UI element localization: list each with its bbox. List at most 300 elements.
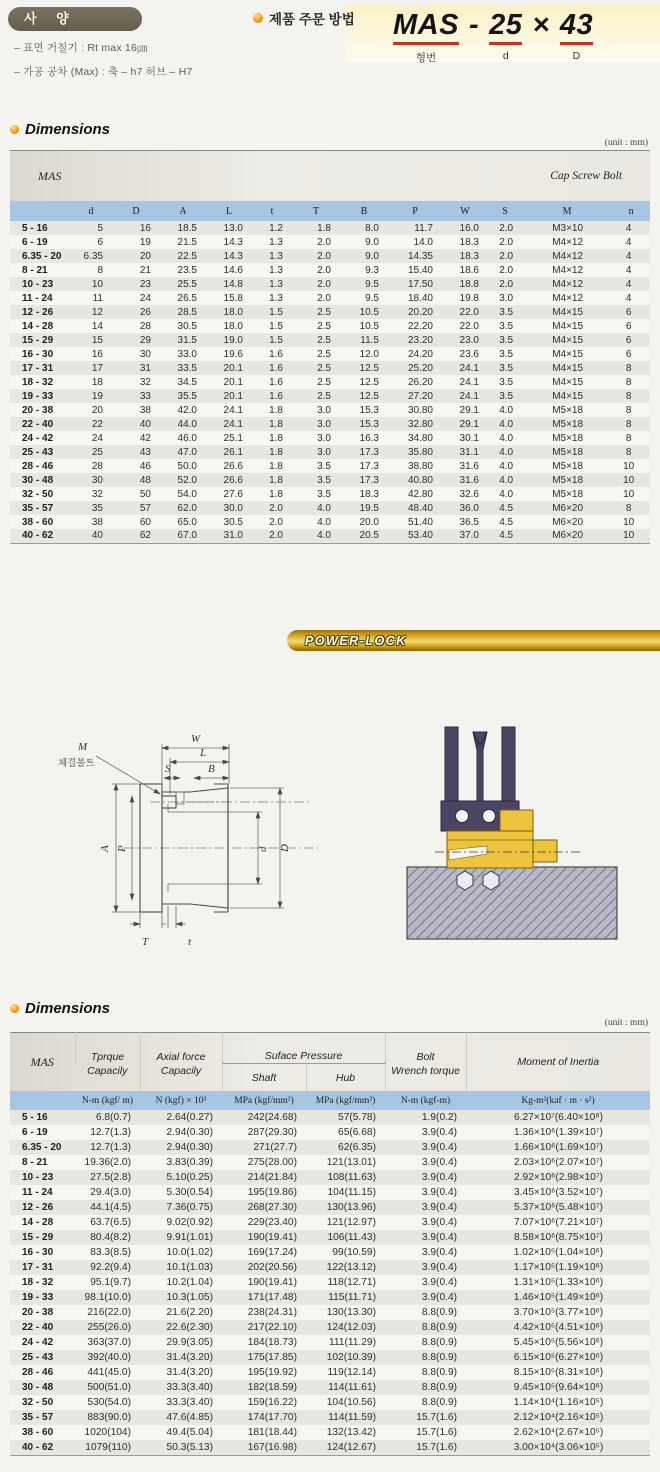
power-lock-banner: [287, 630, 660, 651]
cell: 23.6: [459, 348, 479, 360]
formula-d-text: 25: [489, 9, 523, 41]
cell: 5.37×10⁶(5.48×10⁷): [514, 1202, 603, 1213]
cell: 1.5: [269, 334, 283, 346]
cell: 19.5: [359, 502, 379, 514]
cell: 3.5: [499, 348, 514, 360]
table-row: [10, 1215, 650, 1230]
cell: 3.5: [499, 320, 514, 332]
row-label: 19 - 33: [22, 390, 54, 402]
col-M: M: [562, 205, 572, 217]
cell: 8.8(0.9): [421, 1397, 457, 1408]
cross-section-drawing: [18, 700, 363, 965]
cell: 114(11.59): [328, 1412, 376, 1423]
row-label: 22 - 40: [22, 418, 54, 430]
table-row: [10, 347, 650, 361]
cell: 18.6: [459, 264, 479, 276]
dim-tsmall-label: t: [188, 936, 192, 948]
table-row: [10, 1380, 650, 1395]
cell: 3.9(0.4): [421, 1232, 457, 1243]
cell: 36.0: [459, 502, 479, 514]
cell: 8: [625, 446, 632, 458]
cell: 2.92×10⁶(2.98×10⁷): [514, 1172, 603, 1183]
cell: 2.0: [499, 264, 514, 276]
table-row: [10, 389, 650, 403]
cell: 3.5: [499, 334, 514, 346]
cell: 392(40.0): [87, 1352, 131, 1363]
bullet-icon: [253, 13, 263, 23]
cell: 8.8(0.9): [421, 1367, 457, 1378]
cell: 182(18.59): [247, 1382, 297, 1393]
cell: 2.0: [317, 250, 331, 262]
cell: 24.1: [223, 404, 243, 416]
row-label: 11 - 24: [22, 292, 53, 304]
cell: 1.8: [269, 488, 283, 500]
col-d: d: [88, 205, 94, 217]
cell: 42.0: [177, 404, 197, 416]
cell: 28.5: [177, 306, 197, 318]
cell: 16.3: [359, 432, 379, 444]
cell: 1.5: [269, 306, 283, 318]
col-D: D: [132, 205, 140, 217]
cell: 3.0: [317, 404, 331, 416]
cell: M4×15: [552, 390, 584, 402]
cell: 14.3: [223, 250, 243, 262]
cell: 195(19.86): [247, 1187, 297, 1198]
row-label: 25 - 43: [22, 446, 54, 458]
row-label: 14 - 28: [22, 1217, 54, 1228]
hub-subheader: Hub: [306, 1064, 385, 1092]
cell: 48.40: [407, 502, 433, 514]
cell: 3.9(0.4): [421, 1187, 457, 1198]
cell: 43: [139, 446, 151, 458]
cell: 4.0: [499, 474, 514, 486]
cell: 57(5.78): [338, 1112, 376, 1123]
dim-l-label: L: [200, 747, 207, 759]
cell: 32.80: [407, 418, 433, 430]
cell: 40.80: [407, 474, 433, 486]
order-method-label: 제품 주문 방법: [269, 12, 355, 27]
cell: 184(18.73): [247, 1337, 297, 1348]
unit-axial: N (kgf) × 10³: [155, 1095, 207, 1106]
cell: 22.20: [407, 320, 433, 332]
cell: 2.0: [499, 236, 514, 248]
row-label: 35 - 57: [22, 1412, 54, 1423]
table-row: [10, 1140, 650, 1155]
table1-mas-header: MAS: [38, 168, 62, 183]
cell: 47.6(4.85): [166, 1412, 213, 1423]
cell: 9.45×10⁵(9.64×10⁶): [513, 1382, 604, 1393]
cell: 3.5: [317, 474, 331, 486]
cell: 42: [139, 432, 151, 444]
cell: 47.0: [177, 446, 197, 458]
cell: 1.02×10⁵(1.04×10⁶): [513, 1247, 604, 1258]
cell: M4×15: [552, 320, 584, 332]
cell: 67.0: [177, 530, 197, 542]
cell: 1.8: [317, 222, 331, 234]
cell: 16: [139, 222, 151, 234]
cell: 12.0: [359, 348, 379, 360]
cell: 2.94(0.30): [166, 1142, 213, 1153]
cell: M6×20: [552, 516, 584, 528]
cell: 15.8: [223, 292, 243, 304]
cell: 10: [623, 488, 635, 500]
cell: 37.0: [459, 530, 479, 542]
row-label: 32 - 50: [22, 1397, 54, 1408]
cell: 3.9(0.4): [421, 1262, 457, 1273]
cell: 4: [625, 236, 632, 248]
row-label: 6 - 19: [22, 1127, 48, 1138]
cell: 30.80: [407, 404, 433, 416]
unit-inertia: Kg-m²(kaf · m · s²): [521, 1095, 595, 1106]
cell: 11.7: [414, 222, 433, 234]
row-label: 38 - 60: [22, 516, 54, 528]
cell: 38: [139, 404, 151, 416]
cell: 15.7(1.6): [416, 1441, 457, 1453]
cell: M4×12: [552, 292, 584, 304]
row-label: 6.35 - 20: [22, 1142, 62, 1153]
cell: 130(13.30): [326, 1307, 376, 1318]
cell: 40: [139, 418, 151, 430]
table-row: [10, 221, 650, 235]
table-row: [10, 1260, 650, 1275]
cell: 104(11.15): [327, 1187, 376, 1198]
cell: 8: [625, 432, 632, 444]
table-row: [10, 473, 650, 487]
cell: 28: [139, 320, 151, 332]
cell: 104(10.56): [326, 1397, 376, 1408]
cell: 255(26.0): [87, 1322, 131, 1333]
cell: 50.3(5.13): [166, 1441, 213, 1453]
cell: 115(11.71): [328, 1292, 376, 1303]
cell: 1.8: [269, 432, 283, 444]
cell: 50: [139, 488, 151, 500]
cell: 36.5: [459, 516, 479, 528]
cell: 62.0: [177, 502, 197, 514]
dim-a-label: A: [99, 845, 111, 852]
cell: 1.6: [269, 362, 283, 374]
cell: 181(18.44): [247, 1427, 297, 1438]
table-row: [10, 1155, 650, 1170]
cell: 26.6: [223, 460, 243, 472]
cell: 1.6: [269, 348, 283, 360]
cell: M5×18: [552, 460, 584, 472]
cell: M4×15: [552, 362, 584, 374]
cell: 1.8: [269, 446, 283, 458]
cell: 1.5: [269, 320, 283, 332]
cell: 98.1(10.0): [84, 1292, 131, 1303]
cell: 2.62×10⁴(2.67×10⁵): [513, 1427, 604, 1438]
table1-column-header: [10, 201, 650, 221]
cell: 3.9(0.4): [421, 1172, 457, 1183]
cell: 3.9(0.4): [421, 1142, 457, 1153]
formula-dd-text: 43: [559, 9, 594, 41]
cell: 8.0: [365, 222, 379, 234]
cell: 38.80: [407, 460, 433, 472]
cell: 114(11.61): [328, 1382, 376, 1393]
formula-part-model: [393, 9, 459, 65]
cell: 1.6: [269, 390, 283, 402]
cell: 14.0: [413, 236, 433, 248]
cell: 195(19.92): [247, 1367, 297, 1378]
cell: 65(6.68): [338, 1127, 376, 1138]
surface-pressure-header: Suface Pressure: [222, 1033, 385, 1064]
cell: 25.20: [407, 362, 433, 374]
table-row: [10, 319, 650, 333]
cell: 21.6(2.20): [166, 1307, 213, 1318]
row-label: 18 - 32: [22, 376, 54, 388]
power-lock-label: POWER-LOCK: [305, 633, 407, 648]
cell: 10.2(1.04): [166, 1277, 213, 1288]
dim-s-label: S: [165, 763, 171, 775]
cell: 32.6: [459, 488, 479, 500]
cell: 1.8: [269, 418, 283, 430]
row-label: 19 - 33: [22, 1292, 54, 1303]
cell: M5×18: [552, 432, 584, 444]
table-row: [10, 249, 650, 263]
section2-title-text: Dimensions: [25, 1000, 111, 1017]
cell: 99(10.59): [332, 1247, 376, 1258]
cell: 31.5: [177, 334, 197, 346]
row-label: 38 - 60: [22, 1427, 54, 1438]
cell: 6: [625, 348, 632, 360]
cell: M3×10: [552, 222, 584, 234]
cell: 3.0: [317, 432, 331, 444]
cell: 4: [625, 292, 632, 304]
cell: 31.0: [223, 530, 243, 542]
table-row: [10, 1125, 650, 1140]
cell: 17.3: [359, 460, 379, 472]
table-row: [10, 361, 650, 375]
cell: 2.5: [317, 348, 331, 360]
unit-hub: MPa (kgf/mm²): [315, 1095, 376, 1106]
row-label: 5 - 16: [22, 222, 48, 234]
cell: 15.40: [407, 264, 433, 276]
cell: 111(11.29): [328, 1337, 376, 1348]
cell: 4.0: [499, 446, 514, 458]
row-label: 22 - 40: [22, 1322, 54, 1333]
cell: 238(24.31): [247, 1307, 297, 1318]
dim-w-label: W: [191, 733, 201, 745]
cell: 20: [139, 250, 151, 262]
cell: 62(6.35): [338, 1142, 376, 1153]
cell: 12.5: [359, 390, 379, 402]
cell: 3.5: [499, 362, 514, 374]
cell: 34.80: [407, 432, 433, 444]
cell: 24: [139, 292, 151, 304]
cell: 15.3: [359, 418, 379, 430]
col-P: P: [412, 205, 418, 217]
cell: 18.0: [223, 320, 243, 332]
cell: 35: [91, 502, 103, 514]
cell: 3.5: [499, 376, 514, 388]
table-row: [10, 1110, 650, 1125]
cell: 22.6(2.30): [166, 1322, 213, 1333]
cell: 169(17.24): [247, 1247, 297, 1258]
cell: 242(24.68): [247, 1112, 297, 1123]
row-label: 15 - 29: [22, 1232, 54, 1243]
table-row: [10, 1410, 650, 1425]
cell: 53.40: [407, 530, 433, 542]
cell: 62: [139, 530, 151, 542]
cell: 2.5: [317, 334, 331, 346]
cell: 229(23.40): [247, 1217, 297, 1228]
cell: 11.5: [360, 334, 379, 346]
cell: 10.5: [359, 306, 379, 318]
cell: 8.8(0.9): [421, 1337, 457, 1348]
cell: 124(12.03): [326, 1322, 376, 1333]
cell: 31.6: [459, 474, 479, 486]
cell: 5.30(0.54): [166, 1187, 213, 1198]
cell: 2.0: [269, 502, 283, 514]
cell: 20.0: [359, 516, 379, 528]
cell: 159(16.22): [247, 1397, 297, 1408]
cell: 10: [623, 460, 635, 472]
cell: 3.9(0.4): [421, 1217, 457, 1228]
cell: 190(19.41): [247, 1277, 297, 1288]
table-row: [10, 1200, 650, 1215]
formula-dash-text: -: [468, 9, 480, 41]
cell: 31.4(3.20): [166, 1352, 213, 1363]
cell: 3.00×10⁴(3.06×10⁵): [513, 1441, 604, 1453]
table-row: [10, 431, 650, 445]
formula-part-dd: [560, 9, 593, 62]
bullet-icon: [10, 125, 19, 134]
table-row: [10, 375, 650, 389]
cell: 14.6: [223, 264, 243, 276]
table-row: [10, 291, 650, 305]
cell: 33.5: [177, 362, 197, 374]
col-L: L: [225, 205, 233, 217]
cell: 32: [139, 376, 151, 388]
cell: 275(28.00): [247, 1157, 297, 1168]
cell: 3.5: [317, 460, 331, 472]
cell: 18.0: [223, 306, 243, 318]
cell: 22.5: [177, 250, 197, 262]
cell: 1.31×10⁵(1.33×10⁶): [513, 1277, 604, 1288]
cell: 35.80: [407, 446, 433, 458]
cell: 363(37.0): [87, 1337, 131, 1348]
cell: 2.5: [317, 306, 331, 318]
row-label: 24 - 42: [22, 1337, 54, 1348]
cell: 3.9(0.4): [421, 1202, 457, 1213]
col-W: W: [460, 205, 470, 217]
cell: 2.5: [317, 390, 331, 402]
cell: 2.0: [499, 250, 514, 262]
cell: 19: [139, 236, 151, 248]
cell: M5×18: [552, 488, 584, 500]
cell: 8: [97, 264, 103, 276]
spec-badge: 사 양: [8, 7, 142, 31]
dim-p-label: P: [116, 845, 128, 852]
cell: 9.02(0.92): [166, 1217, 213, 1228]
cell: 17: [91, 362, 103, 374]
formula-d-label: d: [502, 49, 509, 62]
axial-header-line2: Capacily: [140, 1064, 222, 1092]
cell: 2.0: [317, 292, 331, 304]
formula-model-label: 형번: [415, 51, 437, 64]
cell: 8.8(0.9): [421, 1322, 457, 1333]
cell: 30: [91, 474, 103, 486]
col-n: n: [628, 205, 634, 217]
table-row: [10, 1275, 650, 1290]
unit-note: (unit : mm): [604, 138, 648, 148]
cell: 8: [625, 418, 632, 430]
cell: 2.0: [499, 222, 514, 234]
formula-part-d: [489, 9, 522, 62]
spacer: [10, 1091, 75, 1110]
cell: 23.5: [177, 264, 197, 276]
cell: 1.3: [269, 250, 283, 262]
cell: 16.0: [459, 222, 479, 234]
table-row: [10, 1320, 650, 1335]
dim-d-label: d: [257, 846, 269, 852]
cell: 24.1: [223, 418, 243, 430]
cell: 12.5: [359, 362, 379, 374]
cell: 175(17.85): [247, 1352, 297, 1363]
cell: 17.3: [359, 446, 379, 458]
cell: 121(12.97): [326, 1217, 376, 1228]
row-label: 30 - 48: [22, 1382, 54, 1393]
cell: M5×18: [552, 418, 584, 430]
cell: 23.0: [459, 334, 479, 346]
cell: 287(29.30): [247, 1127, 297, 1138]
row-label: 24 - 42: [22, 432, 54, 444]
unit-note: (unit : mm): [604, 1018, 648, 1028]
cell: 18.40: [407, 292, 433, 304]
row-label: 15 - 29: [22, 334, 54, 346]
spec-item-tolerance: – 가공 공차 (Max) : 축 – h7 허브 – H7: [14, 66, 193, 78]
row-label: 32 - 50: [22, 488, 54, 500]
cell: 8: [625, 502, 632, 514]
cell: 6.8(0.7): [95, 1112, 131, 1123]
row-label: 12 - 26: [22, 1202, 54, 1213]
table-row: [10, 1290, 650, 1305]
cell: 33.3(3.40): [166, 1397, 213, 1408]
cell: 214(21.84): [247, 1172, 297, 1183]
cell: 18.3: [359, 488, 379, 500]
row-label: 18 - 32: [22, 1277, 54, 1288]
cell: 50.0: [177, 460, 197, 472]
cell: 2.94(0.30): [166, 1127, 213, 1138]
cell: 3.9(0.4): [421, 1292, 457, 1303]
cell: 268(27.30): [247, 1202, 297, 1213]
cell: 24.1: [459, 362, 479, 374]
cell: 13.0: [223, 222, 243, 234]
cell: 7.07×10⁶(7.21×10⁷): [514, 1217, 603, 1228]
cell: 8.15×10⁵(8.31×10⁶): [513, 1367, 604, 1378]
cell: 60: [139, 516, 151, 528]
cell: 4.42×10⁵(4.51×10⁶): [513, 1322, 604, 1333]
cell: 30.1: [459, 432, 479, 444]
cell: 4.0: [317, 530, 331, 542]
cell: M4×15: [552, 306, 584, 318]
formula-dd-label: D: [572, 49, 581, 62]
row-label: 10 - 23: [22, 278, 54, 290]
cell: 5: [97, 222, 103, 234]
cell: 29.1: [459, 418, 479, 430]
cell: 3.5: [499, 390, 514, 402]
cell: 8.8(0.9): [421, 1382, 457, 1393]
cell: 6: [625, 334, 632, 346]
cell: 108(11.63): [327, 1172, 376, 1183]
cell: 33: [139, 390, 151, 402]
cell: 42.80: [407, 488, 433, 500]
cell: 40: [91, 530, 103, 542]
dim-b-label: B: [208, 763, 215, 775]
cell: 4.5: [499, 502, 514, 514]
cell: 2.5: [317, 320, 331, 332]
cell: 2.0: [269, 516, 283, 528]
